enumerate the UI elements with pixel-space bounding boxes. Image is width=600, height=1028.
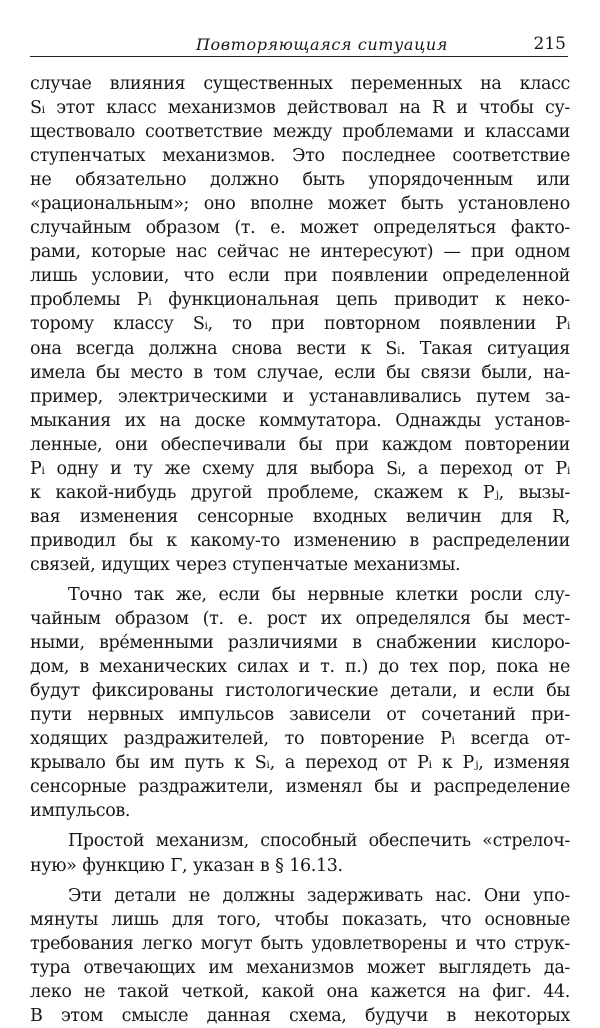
- text-line: мыкания их на доске коммутатора. Однажды установ-: [30, 410, 570, 431]
- text-line: не обязательно должно быть упорядоченным или: [30, 170, 570, 191]
- text-line: будут фиксированы гистологические детали, и если бы: [30, 681, 570, 702]
- text-line: лишь условии, что если при появлении определенной: [30, 266, 570, 287]
- text-line: Sᵢ этот класс механизмов действовал на R и чтобы су-: [30, 98, 570, 119]
- text-line: Эти детали не должны задерживать нас. Они упо-: [68, 885, 570, 906]
- text-line: «рациональным»; оно вполне может быть установлено: [30, 194, 570, 215]
- body-text: [30, 72, 570, 1028]
- text-line: пример, электрическими и устанавливались путем за-: [30, 386, 570, 407]
- text-line: сенсорные раздражители, изменял бы и распределение: [30, 777, 570, 798]
- text-line: ступенчатых механизмов. Это последнее соответствие: [30, 146, 570, 167]
- text-line: леко не такой четкой, какой она кажется на фиг. 44.: [30, 981, 570, 1002]
- text-line: импульсов.: [30, 801, 131, 822]
- text-line: мянуты лишь для того, чтобы показать, что основные: [30, 909, 570, 930]
- text-line: В этом смысле данная схема, будучи в некоторых: [30, 1005, 570, 1026]
- text-line: дом, в механических силах и т. п.) до тех пор, пока не: [30, 657, 570, 678]
- text-line: ную» функцию Γ, указан в § 16.13.: [30, 855, 343, 876]
- text-line: ществовало соответствие между проблемами и классами: [30, 122, 570, 143]
- text-line: рами, которые нас сейчас не интересуют) — при одном: [30, 242, 570, 263]
- text-line: проблемы Pᵢ функциональная цепь приводит к неко-: [30, 290, 570, 311]
- text-line: крывало бы им путь к Sᵢ, а переход от Pᵢ к Pⱼ, изменяя: [30, 753, 570, 774]
- text-line: случайным образом (т. е. может определяться факто-: [30, 218, 570, 239]
- page-number: 215: [533, 34, 566, 54]
- text-line: Точно так же, если бы нервные клетки росли слу-: [68, 584, 570, 605]
- text-line: пути нервных импульсов зависели от сочетаний при-: [30, 705, 570, 726]
- text-line: связей, идущих через ступенчатые механизмы.: [30, 554, 461, 575]
- text-line: вая изменения сенсорные входных величин для R,: [30, 506, 570, 527]
- text-line: ходящих раздражителей, то повторение Pᵢ всегда от-: [30, 729, 570, 750]
- text-line: ными, вре́менными различиями в снабжении кислоро-: [30, 633, 570, 654]
- text-line: имела бы место в том случае, если бы связи были, на-: [30, 362, 570, 383]
- text-line: к какой-нибудь другой проблеме, скажем к Pⱼ, вызы-: [30, 482, 570, 503]
- text-line: торому классу Sᵢ, то при повторном появлении Pᵢ: [30, 314, 570, 335]
- text-line: приводил бы к какому-то изменению в распределении: [30, 530, 570, 551]
- text-line: Pᵢ одну и ту же схему для выбора Sᵢ, а переход от Pᵢ: [30, 458, 570, 479]
- page-header: [30, 32, 568, 57]
- running-title: Повторяющаяся ситуация: [196, 35, 448, 54]
- text-line: Простой механизм, способный обеспечить «стрелоч-: [68, 831, 570, 852]
- text-line: случае влияния существенных переменных на класс: [30, 74, 570, 94]
- text-line: чайным образом (т. е. рост их определялся бы мест-: [30, 609, 570, 630]
- text-line: тура отвечающих им механизмов может выглядеть да-: [30, 957, 570, 978]
- text-line: ленные, они обеспечивали бы при каждом повторении: [30, 434, 570, 455]
- text-line: она всегда должна снова вести к Sᵢ. Такая ситуация: [30, 338, 570, 359]
- text-line: требования легко могут быть удовлетворены и что струк-: [30, 933, 570, 954]
